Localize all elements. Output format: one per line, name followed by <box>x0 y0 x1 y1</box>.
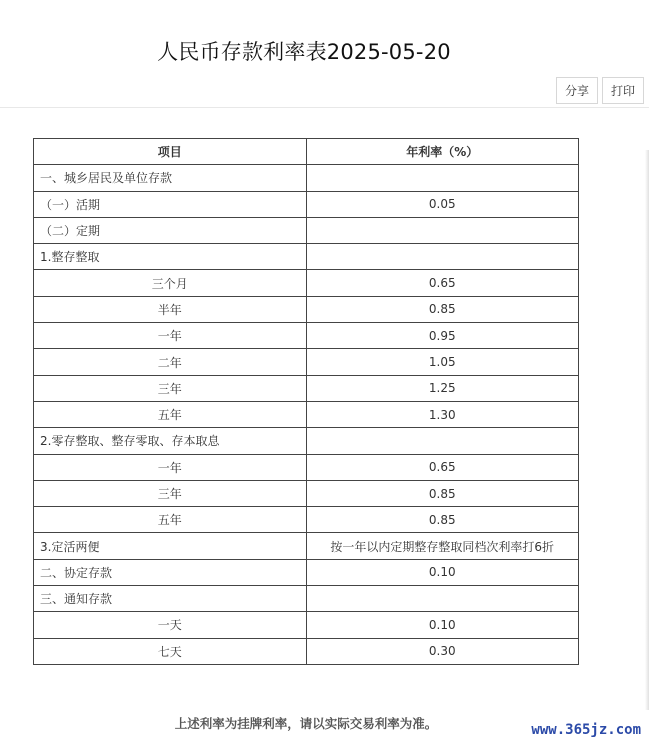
row-item-cell: 一年 <box>34 323 307 349</box>
row-item-cell: 七天 <box>34 638 307 664</box>
row-item-cell: 一、城乡居民及单位存款 <box>34 165 307 191</box>
row-rate-cell: 1.25 <box>306 375 579 401</box>
share-button[interactable]: 分享 <box>556 77 598 104</box>
table-row <box>34 507 579 533</box>
table-body <box>34 165 579 665</box>
table-row <box>34 296 579 322</box>
row-rate-cell <box>306 428 579 454</box>
table-row <box>34 638 579 664</box>
row-rate-cell: 0.65 <box>306 454 579 480</box>
row-rate-cell <box>306 586 579 612</box>
header-divider <box>0 107 649 108</box>
row-item-cell: 五年 <box>34 401 307 427</box>
row-rate-cell <box>306 165 579 191</box>
page-title: 人民币存款利率表2025-05-20 <box>157 40 451 64</box>
table-row <box>34 244 579 270</box>
row-rate-cell <box>306 217 579 243</box>
row-item-cell: 三、通知存款 <box>34 586 307 612</box>
row-rate-cell: 0.95 <box>306 323 579 349</box>
table-row <box>34 586 579 612</box>
row-item-cell: 3.定活两便 <box>34 533 307 559</box>
row-item-cell: 一年 <box>34 454 307 480</box>
footnote: 上述利率为挂牌利率，请以实际交易利率为准。 <box>174 716 438 731</box>
table-row <box>34 270 579 296</box>
column-header-rate: 年利率（%） <box>306 139 579 165</box>
row-rate-cell: 0.65 <box>306 270 579 296</box>
table-row <box>34 375 579 401</box>
row-item-cell: 五年 <box>34 507 307 533</box>
row-rate-cell: 0.10 <box>306 559 579 585</box>
table-row <box>34 612 579 638</box>
row-item-cell: （二）定期 <box>34 217 307 243</box>
site-watermark: www.365jz.com <box>531 722 641 738</box>
row-rate-cell <box>306 244 579 270</box>
row-rate-cell: 0.85 <box>306 480 579 506</box>
table-row <box>34 323 579 349</box>
row-rate-cell: 1.30 <box>306 401 579 427</box>
row-rate-cell: 按一年以内定期整存整取同档次利率打6折 <box>306 533 579 559</box>
row-item-cell: 二、协定存款 <box>34 559 307 585</box>
table-row <box>34 165 579 191</box>
row-item-cell: 三年 <box>34 480 307 506</box>
deposit-rate-table <box>33 138 579 665</box>
table-row <box>34 559 579 585</box>
row-item-cell: 半年 <box>34 296 307 322</box>
row-rate-cell: 0.10 <box>306 612 579 638</box>
table-row <box>34 349 579 375</box>
row-item-cell: 1.整存整取 <box>34 244 307 270</box>
toolbar <box>556 77 644 104</box>
table-row <box>34 480 579 506</box>
row-item-cell: 三年 <box>34 375 307 401</box>
row-rate-cell: 1.05 <box>306 349 579 375</box>
table-row <box>34 217 579 243</box>
table-row <box>34 428 579 454</box>
table-row <box>34 401 579 427</box>
row-item-cell: （一）活期 <box>34 191 307 217</box>
table-header-row <box>34 139 579 165</box>
table-row <box>34 454 579 480</box>
row-item-cell: 二年 <box>34 349 307 375</box>
row-rate-cell: 0.05 <box>306 191 579 217</box>
table-row <box>34 533 579 559</box>
table-row <box>34 191 579 217</box>
row-item-cell: 一天 <box>34 612 307 638</box>
row-rate-cell: 0.30 <box>306 638 579 664</box>
print-button[interactable]: 打印 <box>602 77 644 104</box>
row-item-cell: 三个月 <box>34 270 307 296</box>
column-header-item: 项目 <box>34 139 307 165</box>
row-rate-cell: 0.85 <box>306 507 579 533</box>
row-rate-cell: 0.85 <box>306 296 579 322</box>
row-item-cell: 2.零存整取、整存零取、存本取息 <box>34 428 307 454</box>
scroll-edge-shadow <box>645 150 649 710</box>
